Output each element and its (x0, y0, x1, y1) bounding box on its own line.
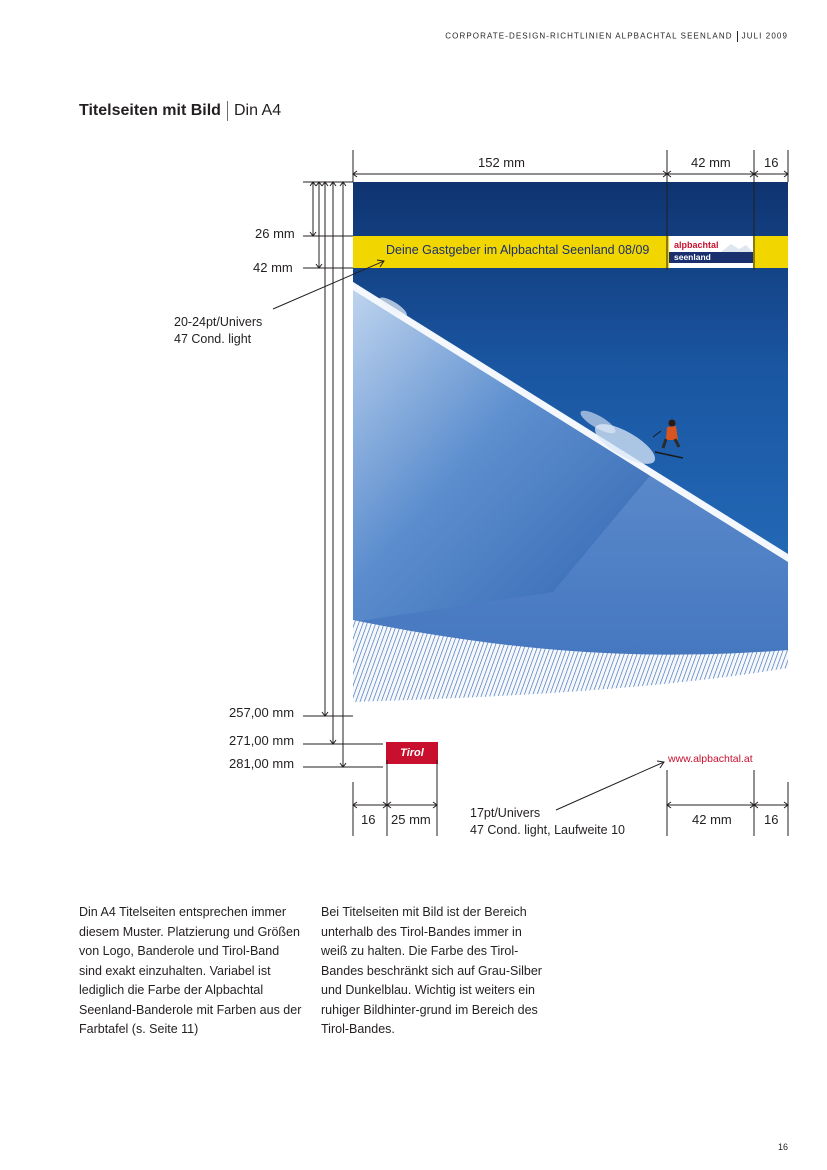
dim-left-26mm: 26 mm (255, 226, 295, 241)
url-font-line1: 17pt/Univers (470, 806, 541, 820)
section-title: Titelseiten mit Bild (79, 102, 221, 120)
format-label: Din A4 (233, 102, 282, 120)
banderole-font-line1: 20-24pt/Univers (174, 315, 263, 329)
banderole-font-line2: 47 Cond. light (174, 332, 252, 346)
logo-text-seenland: seenland (674, 252, 711, 262)
document-title: CORPORATE-DESIGN-RICHTLINIEN ALPBACHTAL SEENLAND (445, 31, 733, 41)
body-column-left: Din A4 Titelseiten entsprechen immer diesem Muster. Platzierung und Größen von Logo, Banderole und Tirol-Band sind exakt einzuhalten. Variabel ist lediglich die Farbe der Alpbachtal Seenland-Banderole mit Farben aus der Farbtafel (s. Seite 11) (79, 905, 302, 1036)
dim-top-42mm: 42 mm (691, 155, 731, 170)
url-font-line2: 47 Cond. light, Laufweite 10 (470, 823, 625, 837)
document-date: JULI 2009 (741, 31, 788, 41)
logo-text-alpbachtal: alpbachtal (674, 240, 719, 250)
dim-left-281mm: 281,00 mm (229, 756, 295, 771)
url-font-note (470, 805, 625, 839)
dim-bottom-25mm: 25 mm (391, 812, 431, 827)
dim-bottom-16-right: 16 (764, 812, 779, 827)
dim-bottom-42mm: 42 mm (692, 812, 732, 827)
cover-url: www.alpbachtal.at (668, 753, 753, 765)
banderole-text: Deine Gastgeber im Alpbachtal Seenland 08/09 (386, 243, 650, 257)
dim-top-16: 16 (764, 155, 779, 170)
body-column-right: Bei Titelseiten mit Bild ist der Bereich unterhalb des Tirol-Bandes immer in weiß zu halten. Die Farbe des Tirol-Bandes beschränkt sich auf Grau-Silber und Dunkelblau. Wichtig ist weiters ein ruhiger Bildhinter-grund im Bereich des Tirol-Bandes. (321, 905, 542, 1036)
dim-left-42mm: 42 mm (253, 260, 293, 275)
page-number: 16 (777, 1142, 788, 1152)
dim-left-257mm: 257,00 mm (229, 705, 295, 720)
dim-bottom-16-left: 16 (361, 812, 376, 827)
tirol-logo-text: Tirol (400, 747, 424, 759)
banderole-font-note (174, 314, 262, 348)
dim-top-152mm: 152 mm (478, 155, 525, 170)
dim-left-271mm: 271,00 mm (229, 733, 295, 748)
